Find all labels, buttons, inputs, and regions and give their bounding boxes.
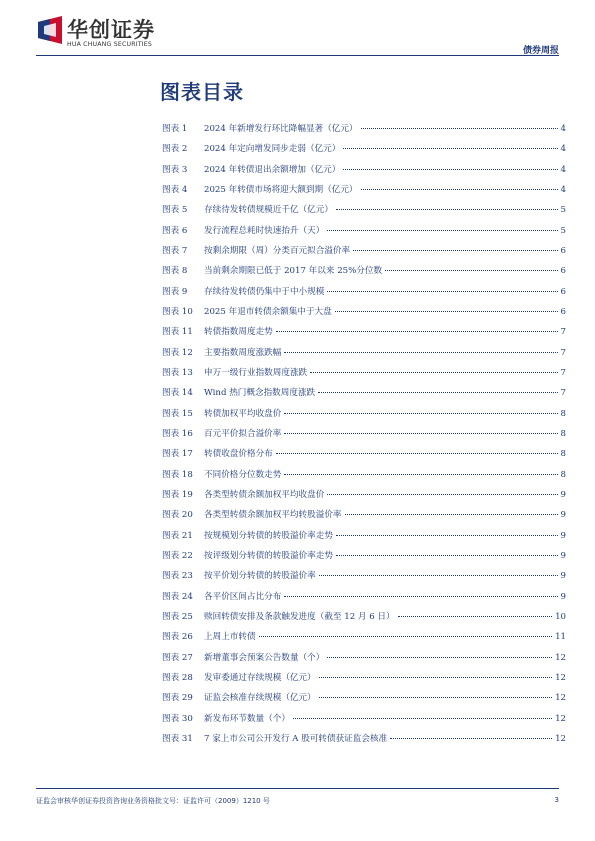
toc-dot-leader — [390, 738, 552, 739]
toc-page-number: 12 — [555, 652, 566, 663]
toc-dot-leader — [336, 535, 558, 536]
toc-dot-leader — [327, 657, 552, 658]
toc-dot-leader — [353, 250, 557, 251]
toc-figure-number: 图表 23 — [162, 571, 193, 582]
toc-figure-title: 主要指数周度涨跌幅 — [204, 347, 282, 358]
toc-figure-number: 图表 16 — [162, 428, 193, 439]
toc-entry[interactable] — [162, 386, 566, 406]
toc-page-number: 5 — [560, 225, 566, 236]
toc-page-number: 4 — [560, 164, 566, 175]
toc-entry[interactable] — [162, 264, 566, 284]
toc-figure-title: 按评级划分转债的转股溢价率走势 — [204, 550, 333, 561]
toc-figure-number: 图表 1 — [162, 124, 188, 134]
toc-figure-title: 发审委通过存续规模（亿元） — [204, 672, 316, 683]
logo-mark-icon — [36, 16, 64, 46]
toc-entry[interactable] — [162, 447, 566, 467]
toc-figure-number: 图表 30 — [162, 713, 193, 724]
toc-page-number: 5 — [560, 205, 566, 216]
toc-page-number: 12 — [555, 733, 566, 744]
toc-entry[interactable] — [162, 224, 566, 244]
toc-figure-number: 图表 3 — [162, 164, 188, 175]
toc-dot-leader — [284, 596, 557, 597]
toc-dot-leader — [276, 331, 558, 332]
toc-page-number: 8 — [560, 449, 566, 460]
toc-dot-leader — [310, 372, 557, 373]
toc-figure-number: 图表 14 — [162, 388, 193, 399]
toc-figure-title: 申万一级行业指数周度涨跌 — [204, 367, 308, 378]
toc-figure-title: 转债加权平均收盘价 — [204, 408, 282, 419]
company-logo — [36, 14, 176, 54]
toc-page-number: 9 — [560, 550, 566, 561]
toc-figure-title: 2024 年定向增发同步走弱（亿元） — [204, 144, 341, 155]
toc-page-number: 12 — [555, 713, 566, 724]
toc-page-number: 4 — [560, 184, 566, 195]
toc-page-number: 4 — [560, 124, 566, 134]
toc-figure-title: 各类型转债余额加权平均收盘价 — [204, 489, 325, 500]
toc-figure-title: 转债指数周度走势 — [204, 327, 273, 338]
toc-entry[interactable] — [162, 142, 566, 162]
toc-entry[interactable] — [162, 163, 566, 183]
toc-dot-leader — [319, 575, 558, 576]
toc-dot-leader — [284, 433, 557, 434]
toc-figure-number: 图表 25 — [162, 611, 193, 622]
toc-figure-title: 2024 年新增发行环比降幅显著（亿元） — [204, 124, 358, 134]
toc-entry[interactable] — [162, 529, 566, 549]
toc-figure-number: 图表 2 — [162, 144, 188, 155]
toc-entry[interactable] — [162, 183, 566, 203]
toc-entry[interactable] — [162, 305, 566, 325]
toc-entry[interactable] — [162, 203, 566, 223]
toc-figure-number: 图表 28 — [162, 672, 193, 683]
document-type-label: 债券周报 — [522, 46, 559, 56]
toc-dot-leader — [361, 128, 558, 129]
figure-index-list — [162, 122, 566, 752]
toc-figure-title: 转债收盘价格分布 — [204, 449, 273, 460]
toc-dot-leader — [284, 352, 557, 353]
toc-dot-leader — [361, 189, 558, 190]
toc-entry[interactable] — [162, 468, 566, 488]
toc-figure-number: 图表 18 — [162, 469, 193, 480]
toc-dot-leader — [398, 616, 552, 617]
toc-dot-leader — [343, 148, 557, 149]
toc-entry[interactable] — [162, 691, 566, 711]
toc-figure-title: 2025 年退市转债余额集中于大盘 — [204, 306, 332, 317]
toc-entry[interactable] — [162, 508, 566, 528]
toc-figure-number: 图表 4 — [162, 184, 188, 195]
toc-entry[interactable] — [162, 569, 566, 589]
toc-page-number: 6 — [560, 306, 566, 317]
toc-dot-leader — [327, 291, 557, 292]
toc-entry[interactable] — [162, 285, 566, 305]
toc-figure-number: 图表 27 — [162, 652, 193, 663]
toc-figure-title: 按剩余期限（周）分类百元拟合溢价率 — [204, 245, 351, 256]
toc-dot-leader — [318, 392, 557, 393]
toc-page-number: 8 — [560, 408, 566, 419]
toc-figure-title: 各平价区间占比分布 — [204, 591, 282, 602]
footer-license-text: 证监会审核华创证券投资咨询业务资格批文号：证监许可（2009）1210 号 — [36, 797, 270, 805]
toc-dot-leader — [284, 474, 557, 475]
toc-page-number: 9 — [560, 489, 566, 500]
toc-figure-title: 当前剩余期限已低于 2017 年以来 25%分位数 — [204, 266, 383, 277]
toc-page-number: 11 — [555, 632, 566, 643]
toc-figure-number: 图表 26 — [162, 632, 193, 643]
toc-page-number: 4 — [560, 144, 566, 155]
toc-dot-leader — [293, 718, 552, 719]
toc-dot-leader — [385, 270, 557, 271]
toc-page-number: 9 — [560, 530, 566, 541]
toc-page-number: 7 — [560, 367, 566, 378]
toc-entry[interactable] — [162, 325, 566, 345]
toc-page-number: 7 — [560, 388, 566, 399]
toc-dot-leader — [276, 453, 558, 454]
toc-page-number: 8 — [560, 469, 566, 480]
toc-figure-number: 图表 22 — [162, 550, 193, 561]
toc-figure-number: 图表 8 — [162, 266, 188, 277]
toc-figure-title: 证监会核准存续规模（亿元） — [204, 693, 316, 704]
toc-dot-leader — [327, 494, 557, 495]
toc-dot-leader — [343, 169, 557, 170]
toc-dot-leader — [327, 230, 557, 231]
toc-page-number: 12 — [555, 693, 566, 704]
toc-page-number: 12 — [555, 672, 566, 683]
toc-figure-number: 图表 9 — [162, 286, 188, 297]
footer-divider — [36, 788, 559, 789]
page-title: 图表目录 — [160, 80, 244, 104]
toc-figure-number: 图表 12 — [162, 347, 193, 358]
toc-dot-leader — [335, 311, 558, 312]
toc-figure-title: 2025 年转债市场将迎大额到期（亿元） — [204, 184, 358, 195]
toc-figure-number: 图表 10 — [162, 306, 193, 317]
toc-page-number: 8 — [560, 428, 566, 439]
toc-figure-number: 图表 29 — [162, 693, 193, 704]
toc-figure-title: 新增董事会预案公告数量（个） — [204, 652, 325, 663]
toc-page-number: 9 — [560, 571, 566, 582]
toc-figure-number: 图表 31 — [162, 733, 193, 744]
toc-page-number: 10 — [555, 611, 566, 622]
toc-dot-leader — [259, 636, 552, 637]
toc-figure-title: 新发布环节数量（个） — [204, 713, 290, 724]
toc-figure-number: 图表 21 — [162, 530, 193, 541]
toc-entry[interactable] — [162, 427, 566, 447]
toc-figure-number: 图表 5 — [162, 205, 188, 216]
toc-figure-number: 图表 7 — [162, 245, 188, 256]
toc-figure-number: 图表 24 — [162, 591, 193, 602]
toc-entry[interactable] — [162, 122, 566, 142]
toc-page-number: 9 — [560, 510, 566, 521]
toc-page-number: 6 — [560, 286, 566, 297]
logo-chinese-text: 华创证券 — [67, 18, 155, 42]
toc-figure-title: 2024 年转债退出余额增加（亿元） — [204, 164, 341, 175]
toc-entry[interactable] — [162, 346, 566, 366]
toc-entry[interactable] — [162, 610, 566, 630]
logo-english-text: HUA CHUANG SECURITIES — [67, 41, 152, 48]
page-number: 3 — [554, 796, 559, 804]
toc-figure-number: 图表 15 — [162, 408, 193, 419]
toc-dot-leader — [345, 514, 558, 515]
toc-figure-number: 图表 17 — [162, 449, 193, 460]
toc-dot-leader — [284, 413, 557, 414]
toc-figure-title: 赎回转债安排及条款触发进度（截至 12 月 6 日） — [204, 611, 395, 622]
toc-figure-number: 图表 11 — [162, 327, 193, 338]
toc-entry[interactable] — [162, 671, 566, 691]
toc-dot-leader — [319, 697, 552, 698]
toc-entry[interactable] — [162, 732, 566, 752]
toc-page-number: 7 — [560, 327, 566, 338]
toc-figure-title: 7 家上市公司公开发行 A 股可转债获证监会核准 — [204, 733, 388, 744]
toc-figure-number: 图表 13 — [162, 367, 193, 378]
toc-page-number: 6 — [560, 245, 566, 256]
toc-figure-title: 不同价格分位数走势 — [204, 469, 282, 480]
toc-figure-title: 按平价划分转债的转股溢价率 — [204, 571, 316, 582]
toc-entry[interactable] — [162, 488, 566, 508]
toc-dot-leader — [336, 555, 558, 556]
toc-figure-number: 图表 6 — [162, 225, 188, 236]
toc-page-number: 7 — [560, 347, 566, 358]
toc-entry[interactable] — [162, 630, 566, 650]
toc-figure-title: Wind 热门概念指数周度涨跌 — [204, 388, 316, 399]
toc-figure-title: 发行流程总耗时快速抬升（天） — [204, 225, 325, 236]
header-divider — [36, 55, 559, 56]
toc-entry[interactable] — [162, 651, 566, 671]
toc-page-number: 6 — [560, 266, 566, 277]
toc-entry[interactable] — [162, 407, 566, 427]
toc-figure-title: 各类型转债余额加权平均转股溢价率 — [204, 510, 342, 521]
toc-figure-title: 存续待发转债仍集中于中小规模 — [204, 286, 325, 297]
toc-dot-leader — [319, 677, 552, 678]
page-header — [0, 0, 595, 60]
toc-entry[interactable] — [162, 712, 566, 732]
toc-page-number: 9 — [560, 591, 566, 602]
toc-entry[interactable] — [162, 590, 566, 610]
toc-figure-title: 存续待发转债规模近千亿（亿元） — [204, 205, 333, 216]
toc-figure-number: 图表 19 — [162, 489, 193, 500]
toc-entry[interactable] — [162, 366, 566, 386]
toc-figure-title: 按规模划分转债的转股溢价率走势 — [204, 530, 333, 541]
toc-entry[interactable] — [162, 549, 566, 569]
toc-entry[interactable] — [162, 244, 566, 264]
toc-figure-number: 图表 20 — [162, 510, 193, 521]
toc-figure-title: 百元平价拟合溢价率 — [204, 428, 282, 439]
toc-dot-leader — [336, 209, 558, 210]
toc-figure-title: 上周上市转债 — [204, 632, 256, 643]
